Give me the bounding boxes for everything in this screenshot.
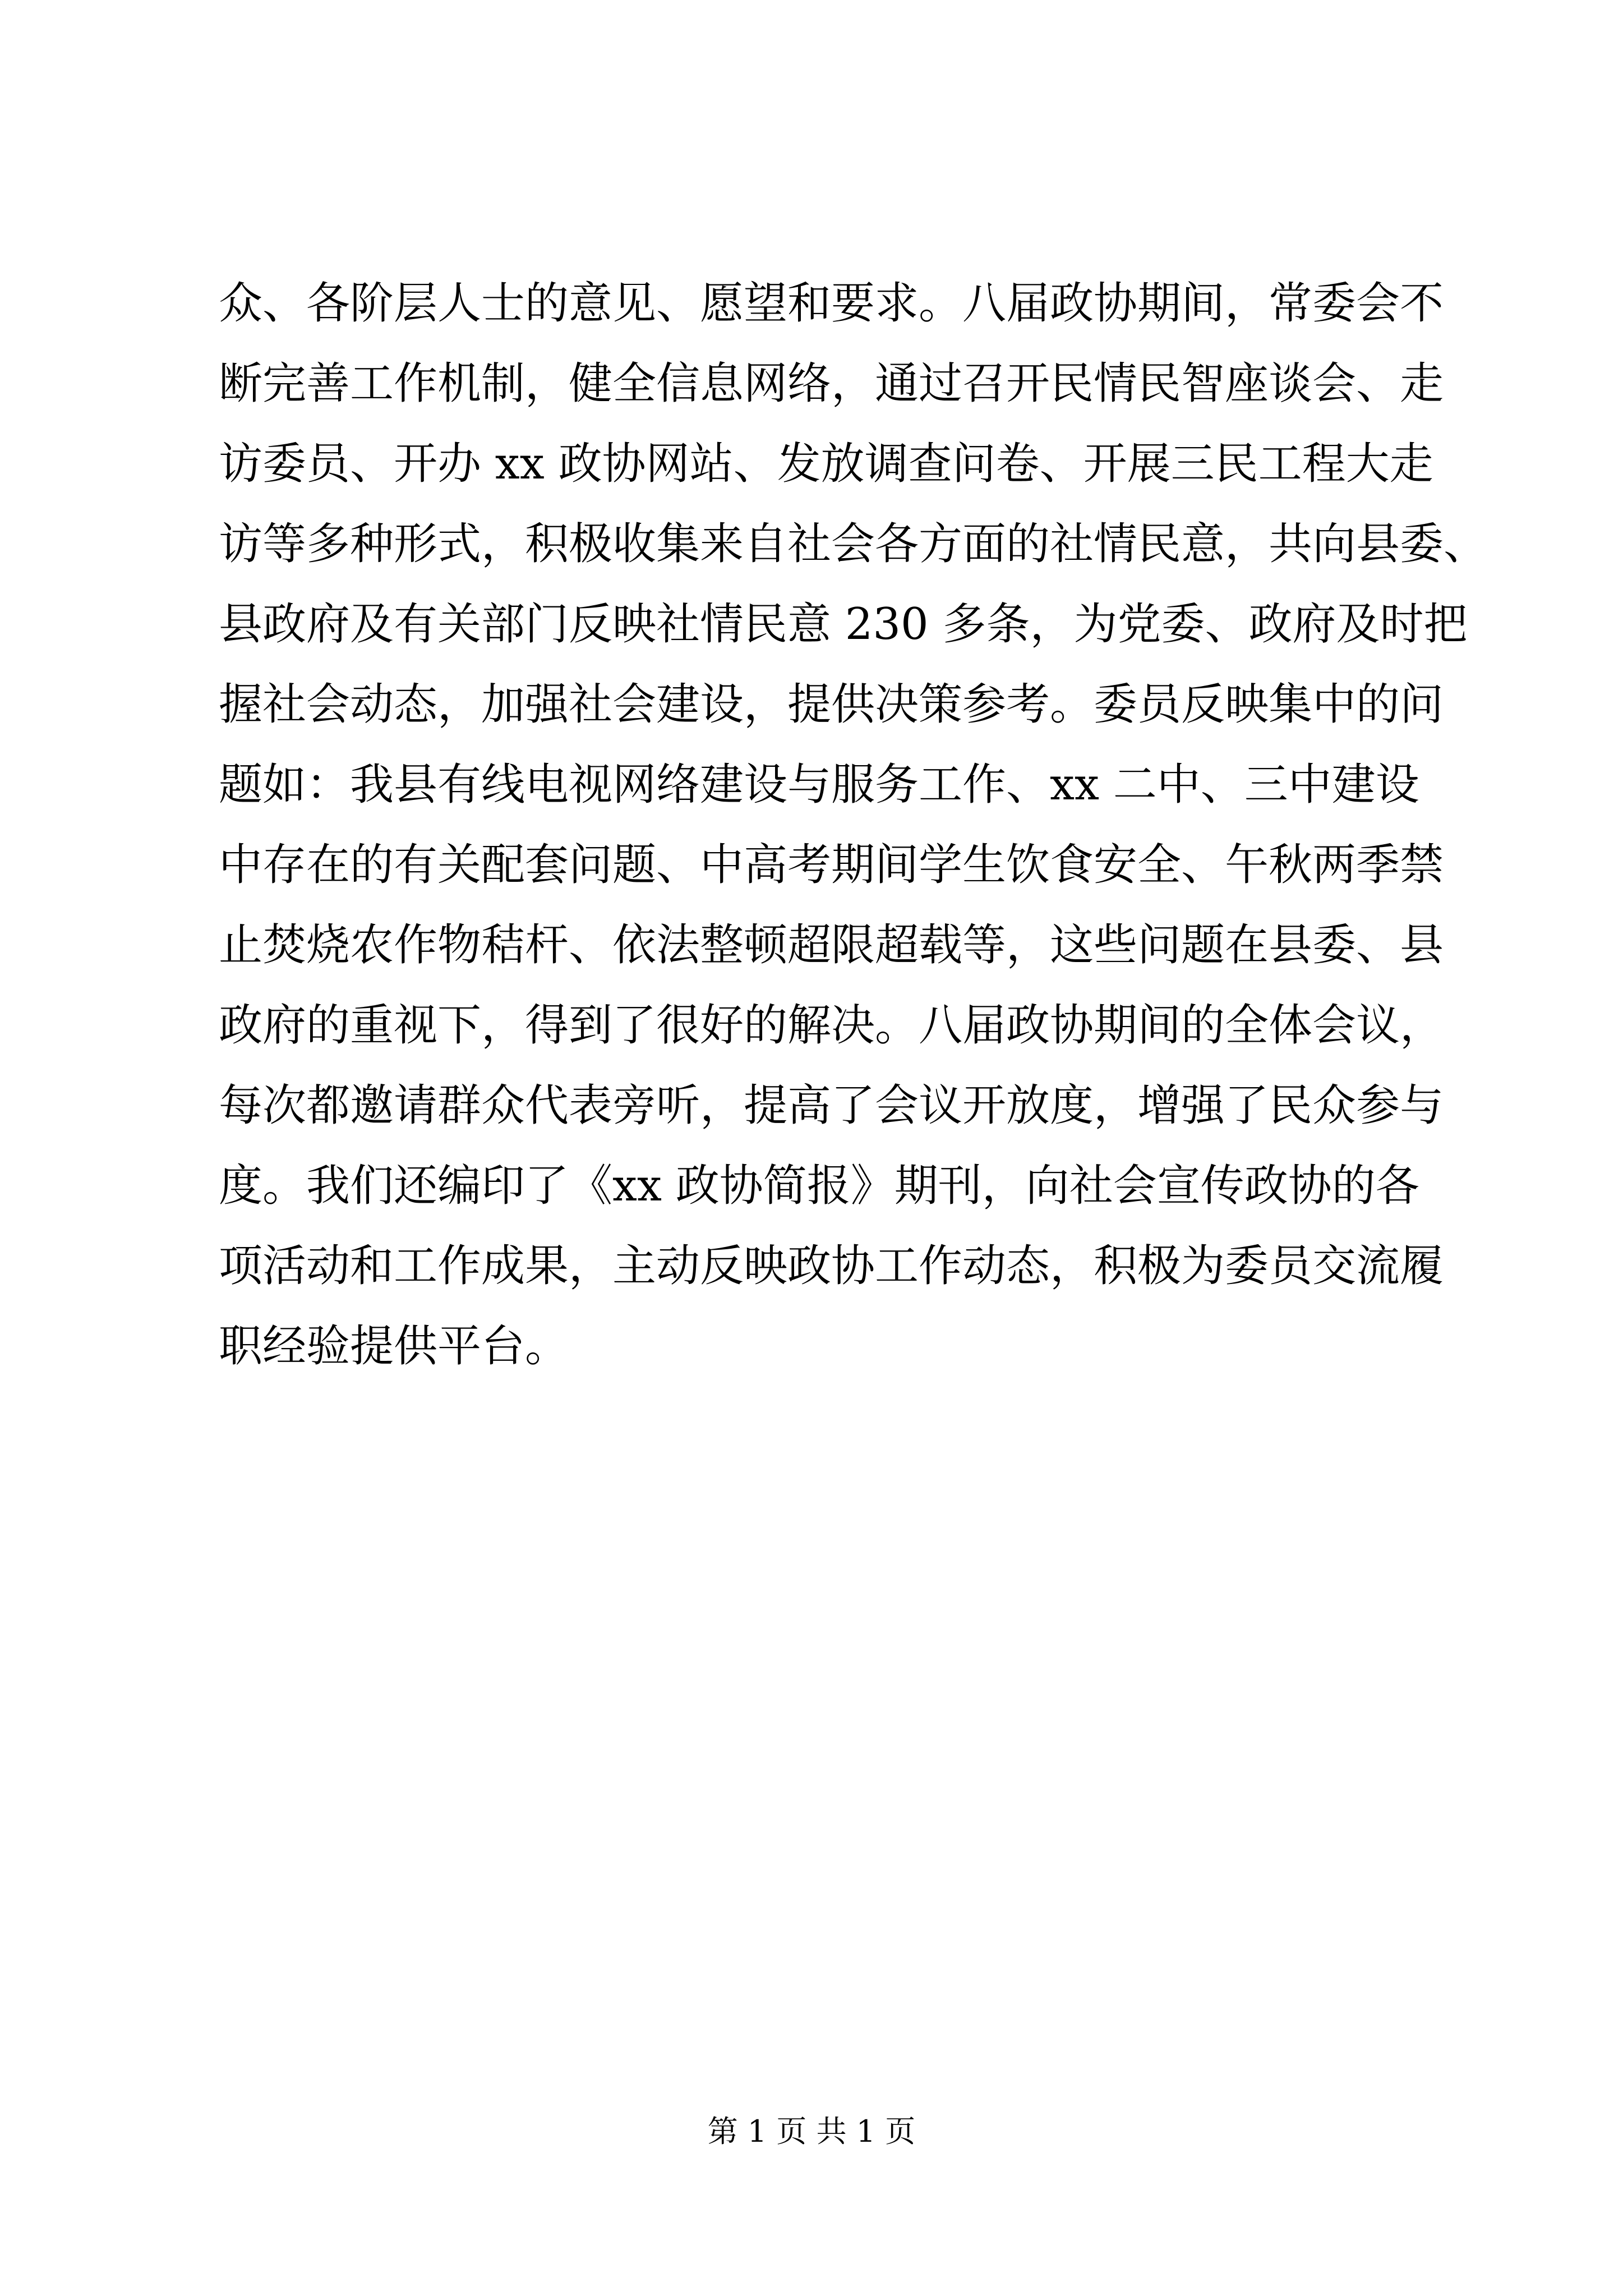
text-line: 访委员、开办 xx 政协网站、发放调查问卷、开展三民工程大走 xyxy=(219,439,1433,489)
page-footer: 第 1 页 共 1 页 xyxy=(707,2114,916,2149)
text-line: 度。我们还编印了《xx 政协简报》期刊，向社会宣传政协的各 xyxy=(219,1161,1419,1211)
text-line: 止焚烧农作物秸杆、依法整顿超限超载等，这些问题在县委、县 xyxy=(219,920,1444,970)
text-line: 项活动和工作成果，主动反映政协工作动态，积极为委员交流履 xyxy=(219,1241,1444,1291)
text-line: 断完善工作机制，健全信息网络，通过召开民情民智座谈会、走 xyxy=(219,358,1444,409)
text-line: 政府的重视下，得到了很好的解决。八届政协期间的全体会议， xyxy=(219,1000,1444,1051)
text-line: 题如：我县有线电视网络建设与服务工作、xx 二中、三中建设 xyxy=(219,760,1419,810)
text-line: 中存在的有关配套问题、中高考期间学生饮食安全、午秋两季禁 xyxy=(219,840,1444,890)
body-paragraph xyxy=(219,264,1488,1387)
text-line: 访等多种形式，积极收集来自社会各方面的社情民意，共向县委、 xyxy=(219,519,1488,569)
text-line: 众、各阶层人士的意见、愿望和要求。八届政协期间，常委会不 xyxy=(219,278,1444,329)
text-line: 职经验提供平台。 xyxy=(219,1321,569,1372)
text-line: 县政府及有关部门反映社情民意 230 多条，为党委、政府及时把 xyxy=(219,599,1468,650)
text-line: 握社会动态，加强社会建设，提供决策参考。委员反映集中的问 xyxy=(219,679,1444,730)
text-line: 每次都邀请群众代表旁听，提高了会议开放度，增强了民众参与 xyxy=(219,1080,1444,1131)
